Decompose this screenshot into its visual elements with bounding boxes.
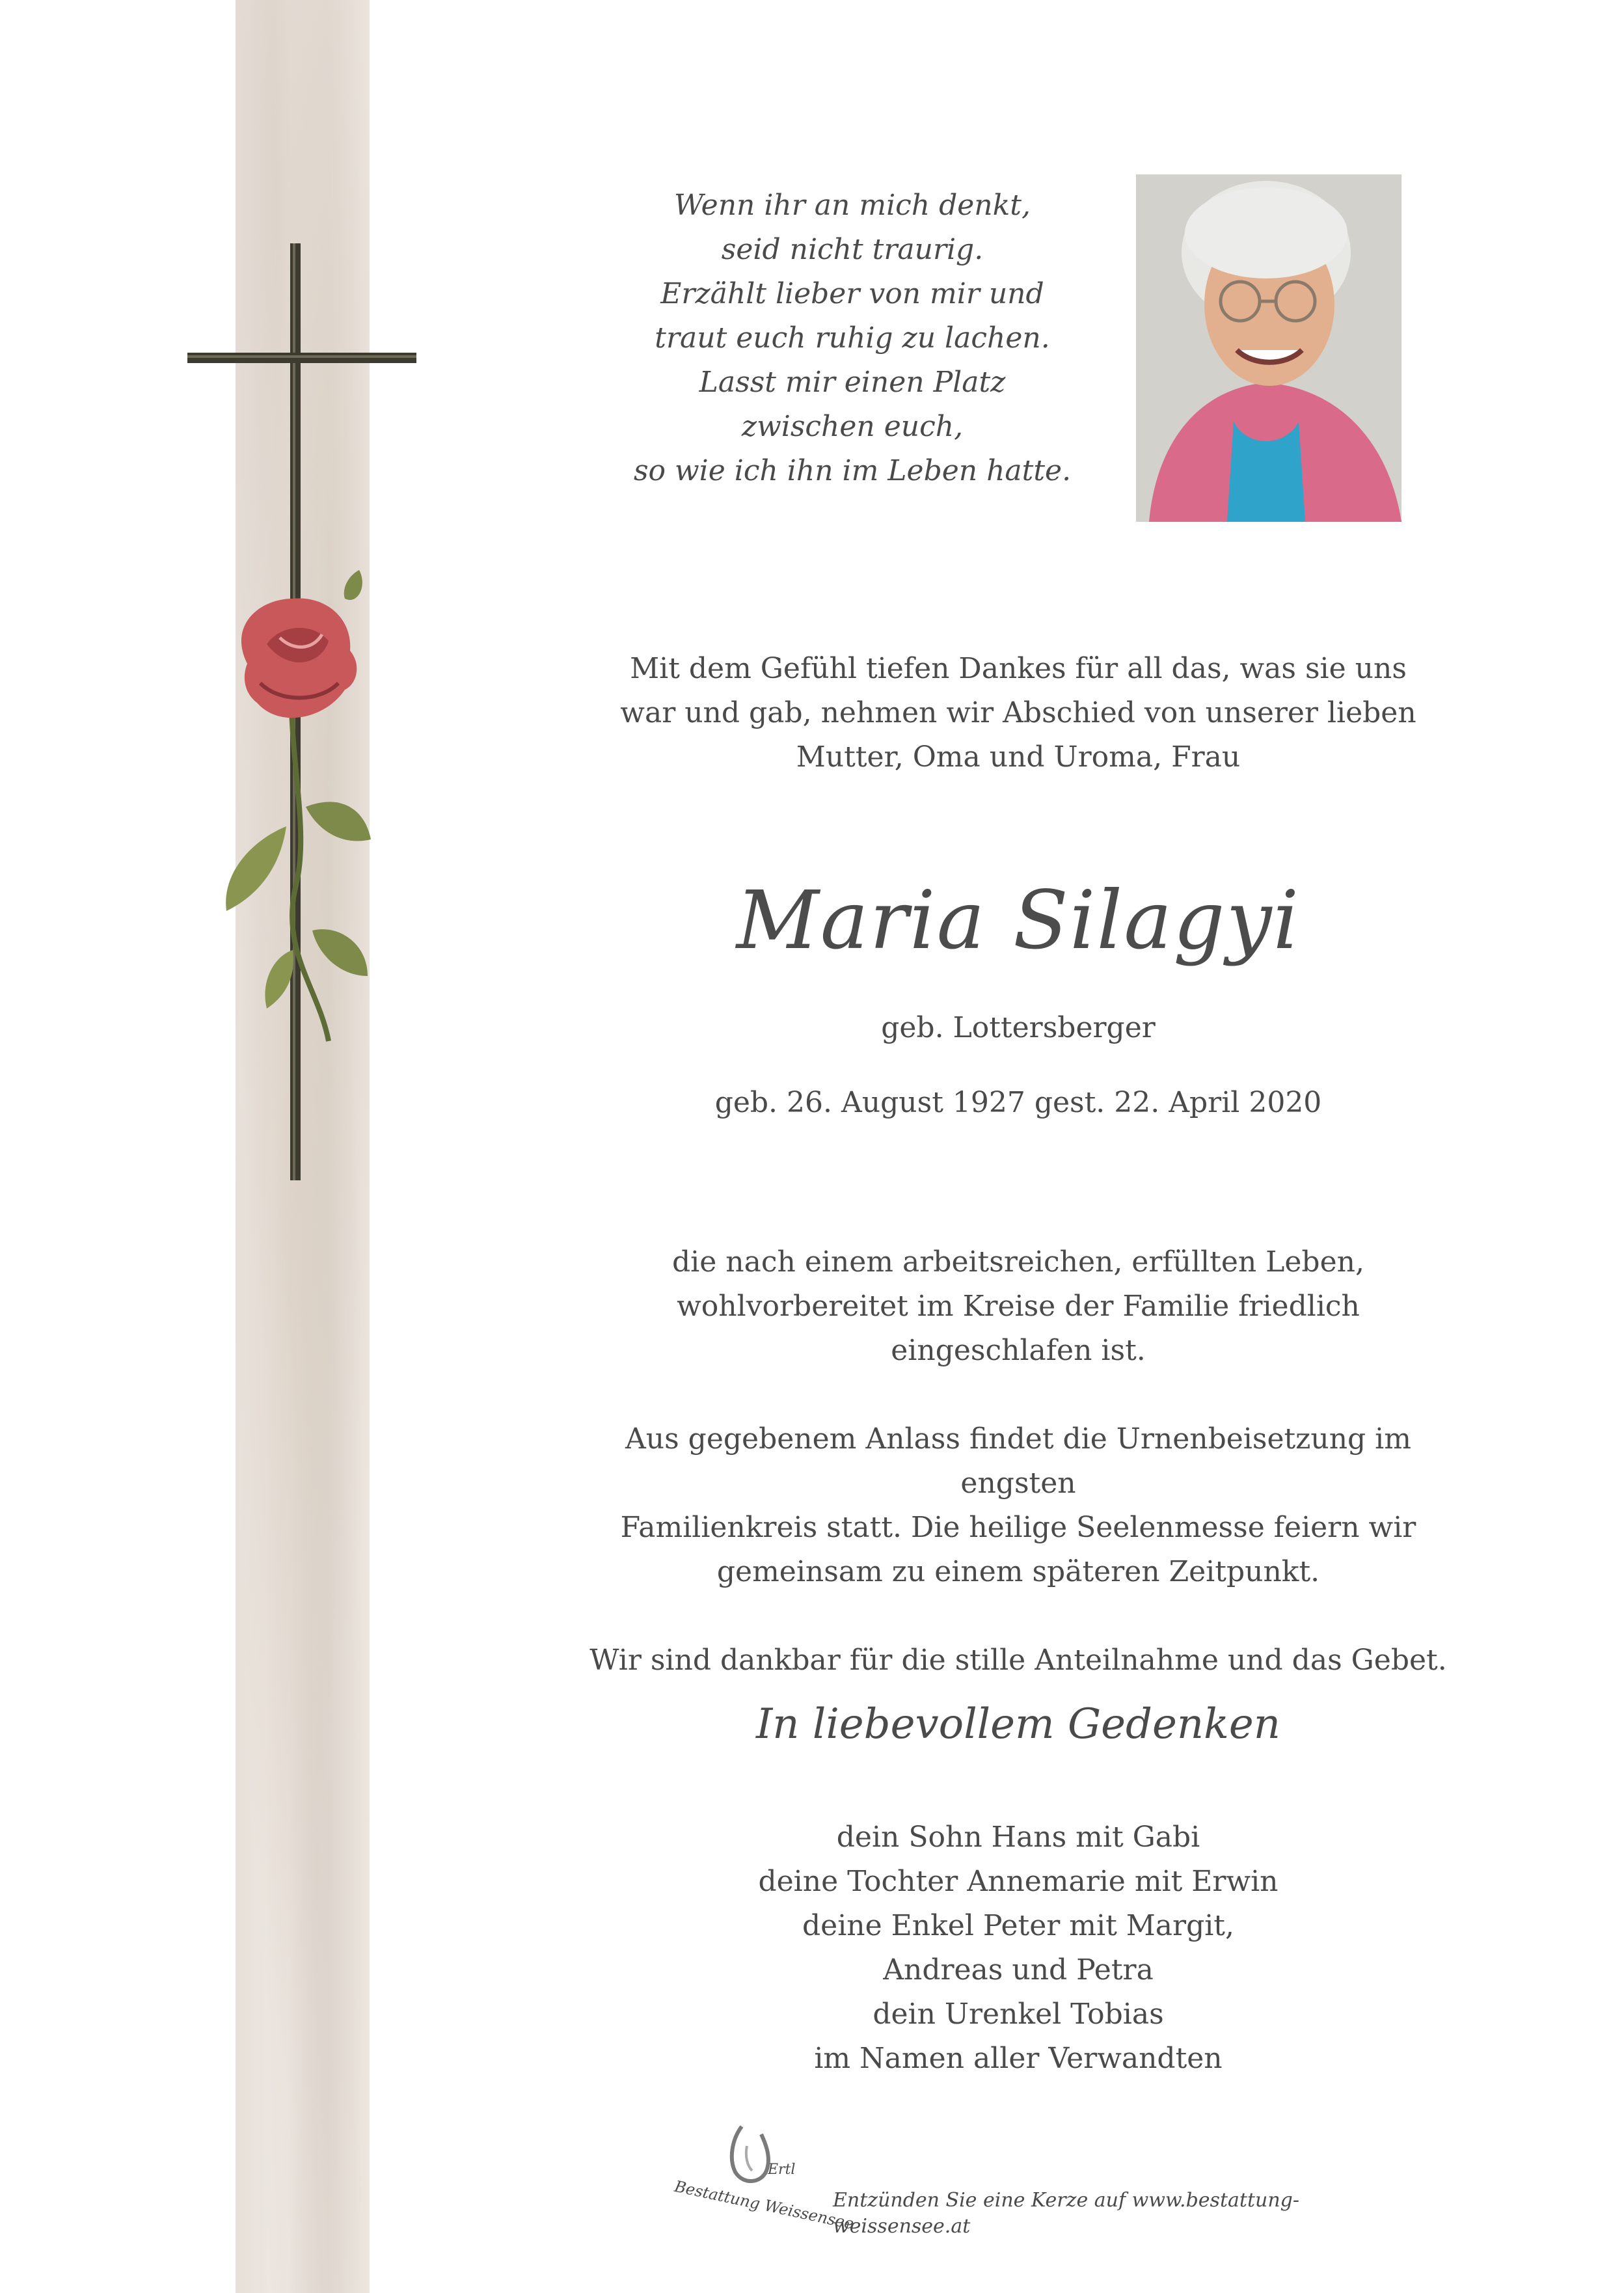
paragraph-line: Familienkreis statt. Die heilige Seelenmesse feiern wir: [620, 1511, 1416, 1544]
maiden-name: geb. Lottersberger: [881, 1011, 1156, 1044]
poem-line: Erzählt lieber von mir und: [660, 277, 1044, 310]
family-line: im Namen aller Verwandten: [814, 2042, 1223, 2075]
paragraph-line: Wir sind dankbar für die stille Anteilnahme und das Gebet.: [589, 1644, 1447, 1677]
poem-line: Lasst mir einen Platz: [699, 366, 1006, 399]
family-line: deine Tochter Annemarie mit Erwin: [758, 1865, 1279, 1898]
poem-line: Wenn ihr an mich denkt,: [674, 189, 1031, 222]
family-line: deine Enkel Peter mit Margit,: [802, 1909, 1234, 1942]
logo-brand-small: Ertl: [768, 2162, 796, 2178]
paragraph-line: wohlvorbereitet im Kreise der Familie friedlich eingeschlafen ist.: [677, 1290, 1360, 1367]
deceased-name: Maria Silagyi: [736, 874, 1301, 968]
poem: [586, 183, 1119, 493]
family-line: dein Sohn Hans mit Gabi: [836, 1821, 1200, 1854]
paragraph-line: die nach einem arbeitsreichen, erfüllten Leben,: [672, 1245, 1364, 1279]
poem-line: traut euch ruhig zu lachen.: [655, 321, 1050, 355]
memory-heading: In liebevollem Gedenken: [756, 1700, 1280, 1748]
intro-line: war und gab, nehmen wir Abschied von unserer lieben: [620, 696, 1416, 729]
paragraph: [573, 1638, 1464, 1683]
footer-candle-link-text: Entzünden Sie eine Kerze auf www.bestattung-weissensee.at: [833, 2189, 1299, 2238]
poem-line: seid nicht traurig.: [721, 233, 984, 266]
poem-line: zwischen euch,: [741, 410, 964, 443]
family-line: Andreas und Petra: [883, 1953, 1154, 1987]
paragraph-line: Aus gegebenem Anlass findet die Urnenbeisetzung im engsten: [625, 1422, 1411, 1500]
paragraph: [573, 1417, 1464, 1594]
intro-text: [586, 647, 1451, 780]
logo-brand-name: Bestattung Weissensee: [673, 2177, 856, 2233]
paragraph-line: gemeinsam zu einem späteren Zeitpunkt.: [716, 1555, 1320, 1588]
intro-line: Mutter, Oma und Uroma, Frau: [796, 740, 1241, 774]
life-dates: geb. 26. August 1927 gest. 22. April 2020: [714, 1086, 1322, 1119]
announcement-text: [573, 1240, 1464, 1727]
portrait-photo: [1136, 174, 1401, 522]
poem-line: so wie ich ihn im Leben hatte.: [633, 454, 1072, 487]
cross-with-rose-icon: [182, 234, 429, 1184]
family-list: [586, 1815, 1451, 2081]
family-line: dein Urenkel Tobias: [873, 1998, 1164, 2031]
intro-line: Mit dem Gefühl tiefen Dankes für all das, was sie uns: [630, 652, 1407, 685]
paragraph: [573, 1240, 1464, 1373]
